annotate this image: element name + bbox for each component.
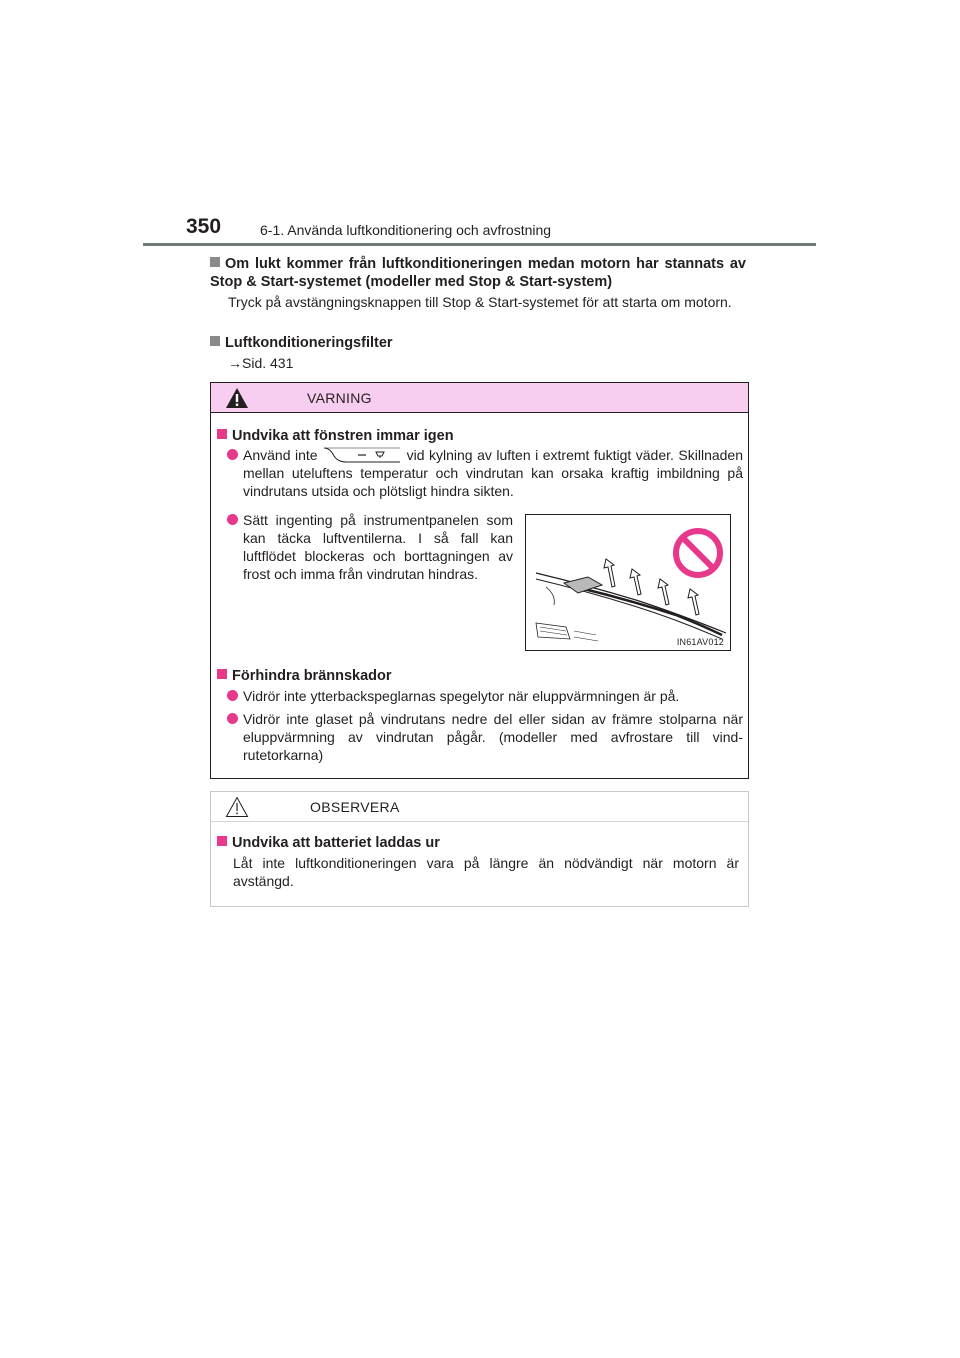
notice-box bbox=[210, 791, 749, 907]
page-number: 350 bbox=[186, 215, 222, 238]
square-bullet-icon bbox=[217, 669, 227, 679]
windshield-vent-illustration bbox=[525, 514, 731, 651]
header-rule bbox=[143, 243, 816, 246]
chapter-title: 6-1. Använda luftkonditionering och avfrostning bbox=[260, 222, 552, 238]
warning-box bbox=[210, 382, 749, 779]
dashboard-airflow-diagram bbox=[526, 515, 731, 651]
section-heading-odor: Om lukt kommer från luftkonditioneringen medan motorn har stannats av Stop & Start-systemet (modeller med Stop & Start-system) bbox=[210, 256, 746, 290]
list-item: Vidrör inte glaset på vindrutans nedre del eller sidan av främre stolparna när eluppvärmning av vindrutan pågår. (modeller med avfrostare till vindrutetorkarna) bbox=[227, 710, 743, 764]
square-bullet-icon bbox=[210, 257, 220, 267]
list-item: Vidrör inte ytterbackspeglarnas spegelytor när eluppvärmningen är på. bbox=[227, 687, 743, 705]
caution-triangle-icon bbox=[225, 796, 249, 818]
defroster-button-icon bbox=[322, 446, 402, 464]
square-bullet-icon bbox=[217, 429, 227, 439]
square-bullet-icon bbox=[210, 336, 220, 346]
bullet-dot-icon bbox=[227, 713, 238, 724]
notice-heading: Undvika att batteriet laddas ur bbox=[217, 834, 440, 852]
page-reference-link[interactable]: →Sid. 431 bbox=[228, 355, 294, 371]
notice-label: OBSERVERA bbox=[310, 799, 400, 815]
list-item: Sätt ingenting på instrumentpanelen som kan täcka luftventilerna. I så fall kan luftflödet blockeras och borttagningen av frost och imma från vindrutan hindras. bbox=[227, 511, 513, 583]
warning-label: VARNING bbox=[307, 390, 372, 406]
square-bullet-icon bbox=[217, 836, 227, 846]
prohibition-icon bbox=[676, 531, 720, 575]
warning-heading-burn: Förhindra brännskador bbox=[217, 667, 392, 685]
bullet-dot-icon bbox=[227, 514, 238, 525]
warning-header bbox=[211, 383, 748, 413]
section-text-odor: Tryck på avstängningsknappen till Stop & Start-systemet för att starta om motorn. bbox=[228, 294, 732, 310]
bullet-dot-icon bbox=[227, 690, 238, 701]
bullet-dot-icon bbox=[227, 449, 238, 460]
warning-triangle-icon bbox=[225, 387, 249, 409]
illustration-code: IN61AV012 bbox=[676, 637, 724, 647]
notice-text: Låt inte luftkonditioneringen vara på längre än nödvändigt när motorn är avstängd. bbox=[233, 855, 739, 889]
notice-header bbox=[211, 792, 748, 822]
warning-heading-fog: Undvika att fönstren immar igen bbox=[217, 427, 454, 445]
section-heading-filter: Luftkonditioneringsfilter bbox=[210, 334, 746, 352]
list-item: Använd inte vid kylning av luften i extremt fuktigt väder. Skillnaden mellan uteluftens temperatur och vindrutan kan orsaka kraftig imbildning på vindrutans utsida och plötsligt hindra sikten. bbox=[227, 446, 743, 500]
